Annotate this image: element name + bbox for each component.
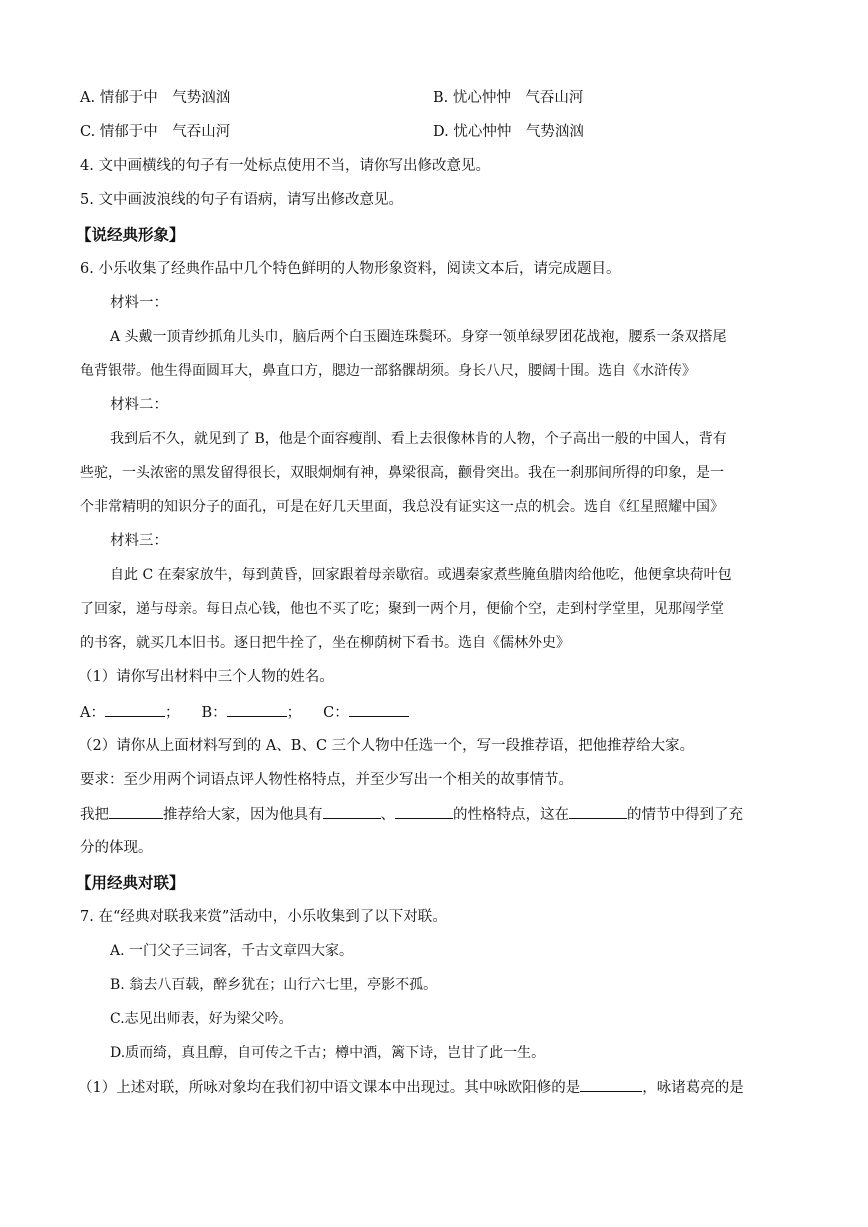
q7-sub-question-1	[78, 1077, 744, 1098]
material-3-line: 的书客，就买几本旧书。逐日把牛拴了，坐在柳荫树下看书。选自《儒林外史》	[80, 635, 570, 651]
material-1-line: 龟背银带。他生得面圆耳大，鼻直口方，腮边一部貉髁胡须。身长八尺，腰阔十围。选自《水浒传》	[80, 363, 696, 379]
question-7: 7. 在“经典对联我来赏”活动中，小乐收集到了以下对联。	[80, 909, 447, 925]
fill-blank-trait-2[interactable]	[395, 804, 453, 819]
sub-question-2: （2）请你从上面材料写到的 A、B、C 三个人物中任选一个，写一段推荐语，把他推荐给大家。	[78, 738, 695, 754]
answer-blank-a[interactable]	[105, 702, 165, 717]
option-d: D. 忧心忡忡 气势汹汹	[433, 124, 584, 140]
option-a: A. 情郁于中 气势汹汹	[80, 90, 231, 106]
material-2-title: 材料二：	[110, 397, 168, 413]
requirement: 要求：至少用两个词语点评人物性格特点，并至少写出一个相关的故事情节。	[80, 772, 573, 788]
recommendation-fill-end: 分的体现。	[80, 840, 153, 856]
material-1-line: A 头戴一顶青纱抓角儿头巾，脑后两个白玉圈连珠鬓环。身穿一领单绿罗团花战袍，腰系一条双搭尾	[110, 329, 727, 345]
name-answer-row	[80, 702, 409, 723]
material-2-line: 个非常精明的知识分子的面孔，可是在好几天里面，我总没有证实这一点的机会。选自《红星照耀中国》	[80, 499, 724, 515]
fill-text: 的情节中得到了充	[627, 807, 743, 823]
answer-blank-b[interactable]	[227, 702, 287, 717]
fill-text: ，咏诸葛亮的是	[642, 1080, 744, 1096]
question-5: 5. 文中画波浪线的句子有语病，请写出修改意见。	[80, 192, 403, 208]
fill-blank-name[interactable]	[109, 804, 163, 819]
fill-text: 、	[380, 807, 395, 823]
sub-question-1: （1）请你写出材料中三个人物的姓名。	[78, 669, 334, 685]
option-b: B. 忧心忡忡 气吞山河	[433, 90, 584, 106]
material-3-line: 了回家，递与母亲。每日点心钱，他也不买了吃；聚到一两个月，便偷个空，走到村学堂里，见那闯学堂	[80, 601, 724, 617]
separator: ；	[286, 705, 302, 721]
section-heading-couplets: 【用经典对联】	[76, 873, 185, 892]
material-2-line: 我到后不久，就见到了 B，他是个面容瘦削、看上去很像林肯的人物，个子高出一般的中国人，背有	[110, 431, 727, 447]
couplet-b: B. 翁去八百载，醉乡犹在；山行六七里，亭影不孤。	[110, 977, 438, 993]
couplet-c: C.志见出师表，好为梁父吟。	[110, 1011, 293, 1027]
option-c: C. 情郁于中 气吞山河	[80, 124, 231, 140]
fill-blank-trait-1[interactable]	[323, 804, 381, 819]
answer-label-c: C：	[323, 705, 349, 721]
fill-blank-ouyang-xiu[interactable]	[580, 1077, 642, 1092]
answer-label-a: A：	[80, 705, 105, 721]
answer-label-b: B：	[201, 705, 227, 721]
material-2-line: 些驼，一头浓密的黑发留得很长，双眼炯炯有神，鼻梁很高，颧骨突出。我在一刹那间所得的印象，是一	[80, 465, 724, 481]
fill-text: 推荐给大家，因为他具有	[163, 807, 323, 823]
material-1-title: 材料一：	[110, 295, 168, 311]
separator: ；	[164, 705, 180, 721]
question-6: 6. 小乐收集了经典作品中几个特色鲜明的人物形象资料，阅读文本后，请完成题目。	[80, 261, 621, 277]
fill-text: 的性格特点，这在	[453, 807, 569, 823]
section-heading-classic-image: 【说经典形象】	[76, 225, 185, 244]
recommendation-fill	[80, 804, 743, 825]
answer-blank-c[interactable]	[349, 702, 409, 717]
fill-text: （1）上述对联，所咏对象均在我们初中语文课本中出现过。其中咏欧阳修的是	[78, 1080, 581, 1096]
couplet-a: A. 一门父子三词客，千古文章四大家。	[110, 943, 354, 959]
material-3-title: 材料三：	[110, 533, 168, 549]
material-3-line: 自此 C 在秦家放牛，每到黄昏，回家跟着母亲歇宿。或遇秦家煮些腌鱼腊肉给他吃，他便拿块荷叶包	[110, 567, 732, 583]
fill-blank-plot[interactable]	[569, 804, 627, 819]
fill-text: 我把	[80, 807, 109, 823]
couplet-d: D.质而绮，真且醇，自可传之千古；樽中酒，篱下诗，岂甘了此一生。	[110, 1045, 546, 1061]
question-4: 4. 文中画横线的句子有一处标点使用不当，请你写出修改意见。	[80, 158, 490, 174]
